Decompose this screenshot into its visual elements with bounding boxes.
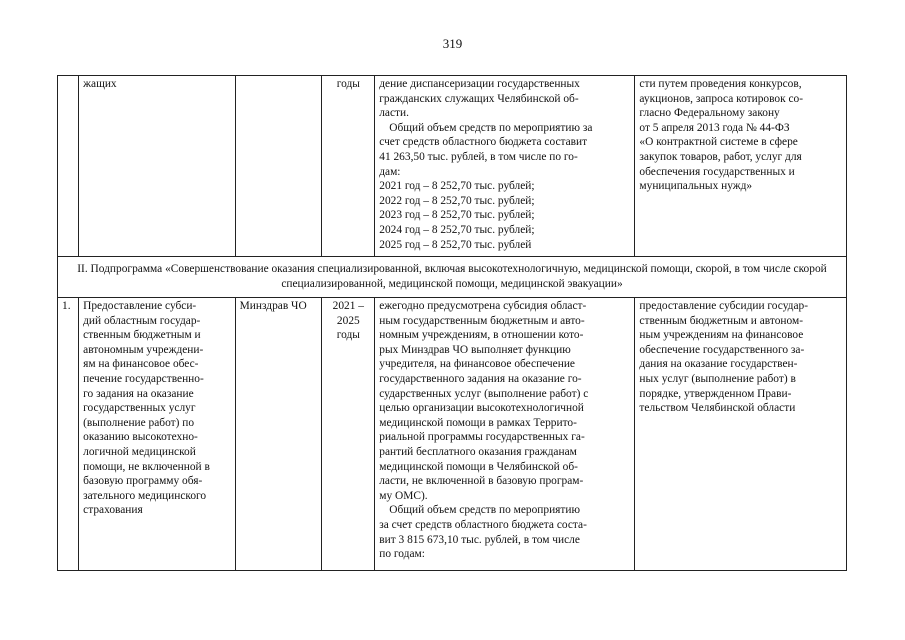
desc-line: целью организации высокотехнологичной — [379, 402, 584, 415]
note-line: ственным бюджетным и автоном- — [639, 314, 803, 327]
name-line: Предоставление субси- — [83, 300, 197, 312]
desc-line: сударственных услуг (выполнение работ) с — [379, 387, 589, 400]
desc-line: дение диспансеризации государственных — [379, 78, 580, 90]
note-line: аукционов, запроса котировок со- — [639, 92, 804, 105]
note-line: муниципальных нужд» — [639, 180, 753, 193]
cell-description — [375, 298, 635, 571]
desc-line: 41 263,50 тыс. рублей, в том числе по го- — [379, 150, 578, 163]
table-row-item-1 — [58, 298, 847, 571]
cell-term — [322, 76, 375, 257]
name-line: помощи, не включенной в — [83, 460, 210, 473]
desc-line: рых Минздрав ЧО выполняет функцию — [379, 343, 571, 356]
note-line: дания на оказание государствен- — [639, 358, 798, 371]
note-line: ных услуг (выполнение работ) в — [639, 372, 796, 385]
desc-line: ежегодно предусмотрена субсидия област- — [379, 300, 587, 312]
desc-line: медицинской помощи в Челябинской об- — [379, 460, 578, 473]
note-line: закупок товаров, работ, услуг для — [639, 150, 802, 163]
desc-line: гражданских служащих Челябинской об- — [379, 92, 579, 105]
name-line: печение государственно- — [83, 372, 204, 385]
desc-line: вит 3 815 673,10 тыс. рублей, в том числе — [379, 533, 580, 546]
term-line: 2021 – — [332, 300, 364, 312]
cell-num — [58, 76, 79, 257]
section-title: II. Подпрограмма «Совершенствование оказания специализированной, включая высокотехнологичную, медицинской помощи, скорой, в том числе скорой специализированной, медицинской помощи, медицинской эвакуации» — [58, 257, 847, 298]
desc-line: рантий бесплатного оказания гражданам — [379, 445, 577, 458]
cell-responsible — [235, 76, 322, 257]
note-line: гласно Федеральному закону — [639, 107, 780, 120]
desc-line: 2023 год – 8 252,70 тыс. рублей; — [379, 209, 535, 222]
desc-line: му ОМС). — [379, 489, 428, 502]
responsible-text: Минздрав ЧО — [239, 300, 307, 312]
note-line: «О контрактной системе в сфере — [639, 136, 798, 149]
table-row-continuation — [58, 76, 847, 257]
desc-line: счет средств областного бюджета составит — [379, 136, 588, 149]
name-line: страхования — [83, 504, 143, 517]
name-line: логичной медицинской — [83, 445, 196, 458]
table-row-section — [58, 257, 847, 298]
cell-name — [79, 298, 236, 571]
cell-responsible — [235, 298, 322, 571]
desc-line: учредителя, на финансовое обеспечение — [379, 358, 575, 371]
desc-line: медицинской помощи в рамках Террито- — [379, 416, 577, 429]
name-line: ственным бюджетным и — [83, 329, 201, 342]
name-line: (выполнение работ) по — [83, 416, 195, 429]
page-number: 319 — [442, 36, 463, 51]
desc-line: государственного задания на оказание го- — [379, 372, 582, 385]
name-line: дий областным государ- — [83, 314, 201, 327]
desc-line: 2022 год – 8 252,70 тыс. рублей; — [379, 194, 535, 207]
desc-line: по годам: — [379, 548, 425, 561]
name-line: го задания на оказание — [83, 387, 194, 400]
term-line: годы — [336, 329, 360, 342]
name-line: базовую программу обя- — [83, 475, 203, 488]
note-line: сти путем проведения конкурсов, — [639, 78, 802, 90]
desc-line: за счет средств областного бюджета соста- — [379, 518, 587, 531]
desc-line: номным учреждениям, в отношении кото- — [379, 329, 584, 342]
cell-name — [79, 76, 236, 257]
note-line: тельством Челябинской области — [639, 402, 796, 415]
name-text: жащих — [83, 78, 117, 90]
name-line: автономным учреждени- — [83, 343, 204, 356]
program-table — [57, 75, 847, 571]
desc-line: Общий объем средств по мероприятию за — [389, 121, 593, 134]
desc-line: ным государственным бюджетным и авто- — [379, 314, 585, 327]
desc-line: ласти. — [379, 107, 409, 120]
desc-line: дам: — [379, 165, 401, 178]
note-line: порядке, утвержденном Прави- — [639, 387, 792, 400]
cell-note — [635, 76, 847, 257]
note-line: ным учреждениям на финансовое — [639, 329, 804, 342]
note-line: обеспечения государственных и — [639, 165, 795, 178]
cell-description — [375, 76, 635, 257]
name-line: оказанию высокотехно- — [83, 431, 198, 444]
desc-line: ласти, не включенной в базовую програм- — [379, 475, 584, 488]
desc-line: 2025 год – 8 252,70 тыс. рублей — [379, 238, 532, 251]
cell-term — [322, 298, 375, 571]
cell-num — [58, 298, 79, 571]
name-line: зательного медицинского — [83, 489, 207, 502]
term-text: годы — [336, 78, 360, 90]
note-line: предоставление субсидии государ- — [639, 300, 809, 312]
item-number: 1. — [62, 300, 71, 312]
name-line: ям на финансовое обес- — [83, 358, 199, 371]
desc-line: 2021 год – 8 252,70 тыс. рублей; — [379, 180, 535, 193]
cell-note — [635, 298, 847, 571]
desc-line: Общий объем средств по мероприятию — [389, 504, 581, 517]
term-line: 2025 — [336, 314, 360, 327]
name-line: государственных услуг — [83, 402, 196, 415]
note-line: от 5 апреля 2013 года № 44-ФЗ — [639, 121, 790, 134]
note-line: обеспечение государственного за- — [639, 343, 805, 356]
desc-line: риальной программы государственных га- — [379, 431, 585, 444]
desc-line: 2024 год – 8 252,70 тыс. рублей; — [379, 223, 535, 236]
